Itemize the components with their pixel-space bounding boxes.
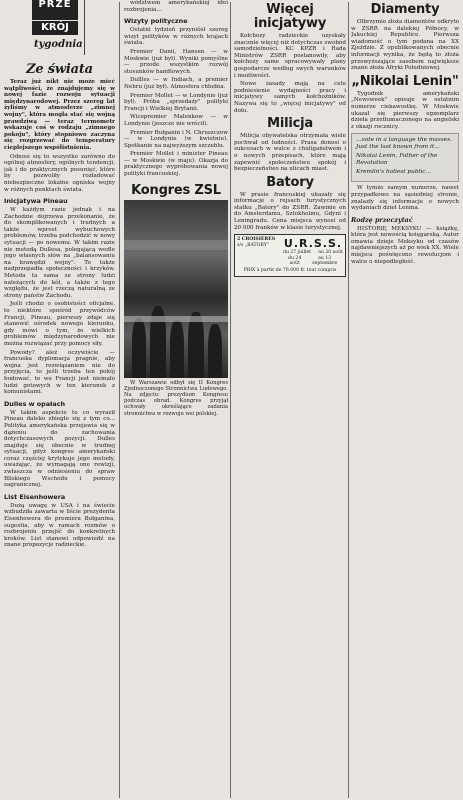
masthead-title-line1: PRZE [32,0,78,20]
subhead-pineau: Inicjatywa Pineau [4,197,68,206]
ad-date-start: du 27 juillet [283,250,312,256]
clipping-line: ...vote in a language the masses. Just the last known from it... [356,137,453,151]
clipping-line: Kremlin's holiest public... [356,169,432,176]
book-review-paragraph: HISTORIĘ MEKSYKU — książkę, która jest nowością księgarską. Autor omawia dzieje Meksyku od czasów najdawniejszych aż po wiek XX. Wiele miejsca poświęcono rewolucjom i walce o niepodległość. [351,225,459,265]
ad-price: PRIX à partir de 76.000 fr. tout compris [243,268,337,274]
newsweek-clipping [351,133,459,182]
visit-item: Dullles — w Indiach, a premier Nehru (już był). Atmosfera chłodna. [124,77,228,90]
ad-ship-name: s/s „BATORY" [237,242,269,248]
initiative-paragraph: Kołchozy radzieckie uzyskały znacznie więcej niż dotychczas swobód samodzielności. KC KPZR i Rada Ministrów ZSRR postanowiły, aby kołchozy same opracowywały plany gospodarcze według swych warunków i możliwości. [234,33,346,79]
diamonds-paragraph: Olbrzymie złoża diamentów odkryto w ZSRR na dalekiej Północy, w Jakuckiej Republice. Pierwsza wiadomość o tym podana na XX Zjeździe. Z opublikowanych obecnie informacji wynika, że będą to złoża przewyższające zasobem największe znane złoża Afryki Południowej. [351,19,459,72]
eisenhower-paragraph: Dużą uwagę w USA i na świecie wzbudziła zawarta w liście prezydenta Eisenhowera do premiera Bułganina, sugestia, aby w ramach rozmów o rozbrojeniu przejść do konkretnych kroków. List stanowi odpowiedź na znane propozycje radzieckie. [4,502,115,549]
masthead-title-line2: KRÓJ [32,21,78,35]
visit-item: Premier Mollet — w Londynie (już był). Próba „sprzedaży" polityki Francji i Wielkiej Brytanii. [124,92,228,112]
initiative-paragraph-2: Nowe zasady mają na celu podniesienie wydajności pracy i inicjatywy samych kołchoźników. Nazywa się to „więcej inicjatywy" od dołu. [234,81,346,114]
batory-paragraph: W prasie francuskiej ukazały się informacje o rejsach turystycznych statku „Batory" do ZSRR. Zawinie on do Amsterdamu, Sztokholmu, Gdyni i Leningradu. Cena miejsca wynosi od 20 000 franków w klasie turystycznej. [234,191,346,231]
visit-item: Premier Danii, Hansen — w Moskwie (już był). Wyniki pomyślne — przede wszystkim rozwój stosunków handlowych. [124,48,228,75]
section-title-diamonds: Diamenty [370,2,440,17]
masthead [4,0,115,60]
column-4 [351,0,459,800]
milicja-paragraph: Milicja obywatelska otrzymała wiele pochwał od ludności. Prasa donosi o sukcesach w walce z chuligaństwem i o nowych przepisach, które mają zapewnić społeczeństwu spokój i bezpieczeństwo na ulicach miast. [234,133,346,173]
lenin-paragraph-2: W tymże samym numerze, nawet przypadkowo na sąsiedniej stronie, znalazły się informacje o nowych wydaniach dzieł Lenina. [351,185,459,212]
section-title-milicja: Milicja [267,116,313,132]
pineau-paragraph: W każdym razie jednak i na Zachodzie dojrzewa przekonanie, że do skomplikowanych i trudnych a także wprost wybuchowych problemów, trzeba podchodzić w nowy sytuacji — po nowemu. W takim razie nie metodą Dullesa, polegającą wedle jego własnych słów na „balansowaniu na krawędzi wojny". To także nadprzepadła społeczności i krzyków. Metoda ta sama ze strony ludzi należących do kół, a także z tego względu, że jest rzeczą naturalną ze strony państw Zachodu. [4,207,115,299]
congress-photo [124,200,228,378]
visit-item: Wicepremier Malenkow — w Londynie (jeszcze nie wrócił). [124,114,228,127]
pineau-paragraph-3: Powody? ależ oczywiście — francuska dyplomacja pragnie, aby wojna jest rozwiązaniem nie do przyjęcia, to jeśli trzeba ten pokój budować, to we Francji jest niemało ludzi gotowych w ten kierunek z komunistami. [4,349,115,396]
masthead-decoration [84,0,115,55]
continuation-text: wództwem amerykańskiej idei rozbrojenia... [124,0,228,13]
section-title-initiative: Więcej inicjatywy [253,2,327,31]
world-intro: Teraz już nikt nie może mieć wątpliwości, że znajdujemy się w nowej fazie rozwoju sytuacji międzynarodowej. Przez szereg lat żyliśmy w atmosferze „zimnej wojny", która mogła stać się wojną prawdziwą — teraz termometr wskazuje coś w rodzaju „zimnego pokoju", który stopniowo zaczyna się rozgrzewać do temperatury cieplejszego współistnienia. [4,79,115,151]
section-title-batory: Batory [266,174,314,190]
photo-title: Kongres ZSL [131,182,221,198]
lenin-paragraph: Tygodnik amerykański „Newsweek" opisuje w ostatnim numerze ciekawostkę. W Moskwie ukazał się pierwszy egzemplarz dzieła przetłumaczonego na angielski z okazji rocznicy. [351,90,459,130]
column-3 [234,0,346,800]
world-paragraph: Odnosi się to wszystko zarówno do ogólnej atmosfery, ogólnych tendencji, jak i do praktycznych posunięć, które by pozwoliły rozładować niebezpieczne lokalne ogniska wojny w różnych punktach świata. [4,153,115,193]
subhead-eisenhower: List Eisenhowera [4,492,66,501]
cruise-advertisement [234,234,346,277]
ad-date-end: au 13 septembre [312,255,338,267]
masthead-subtitle: tygodnia [34,39,83,50]
subhead-visits: Wizyty polityczne [124,17,188,26]
column-1 [4,0,115,800]
photo-caption: W Warszawie odbył się II Kongres Zjednoczonego Stronnictwa Ludowego. Na zdjęciu: prezydium Kongresu podczas obrad. Kongres przyjął uchwały określające zadania stronnictwa w rozwoju wsi polskiej. [124,379,228,417]
subhead-dulles: Dulles w opałach [4,399,66,408]
visit-item: Premier Mollet i minister Pineau — w Moskwie (w maju). Okazja do praktycznego wypróbowania nowej polityki francuskiej. [124,151,228,178]
ad-date-start: du 24 août [288,255,302,267]
dulles-paragraph: W takim aspekcie to co wyraził Pineau daleko zbiegło się z tym co... Polityka amerykańska przejawia się w dążeniu do zachowania dotychczasowych pozycji. Dulles znajduje się obecnie w trudnej sytuacji, gdyż kongres amerykański coraz częściej krytykuje jego metody, uważając, że wymagają one rewizji, zwłaszcza w odniesieniu do spraw Bliskiego Wschodu i pomocy zagranicznej. [4,409,115,489]
subhead-worth-reading: Rodzę przeczytać [351,215,413,224]
ad-date-end: au 20 août [318,250,343,256]
section-title-world: Ze świata [26,62,93,77]
pineau-paragraph-2: Jeśli chodzi o osobistości oficjalne, to niektóre spośród przywódców Francji, Pineau, pierwszy zdaje się stanowić ośrodek nowego kierunku, gdy mówi o tym, że wielkich problemów międzynarodowych nie można rozwiązać przy pomocy siły. [4,301,115,347]
column-divider [230,2,231,798]
column-divider [119,2,120,798]
visit-item: Premier Bułganin i N. Chruszczow — w Londynie (w kwietniu). Spotkanie na najwyższym szczeblu. [124,129,228,149]
ad-brand: U.R.S.S. [283,237,343,251]
clipping-line: Nikolai Lenin, Father of the Revolution [356,153,438,167]
ad-cruises-label: 2 CROISIÈRES [237,237,276,243]
column-2 [124,0,228,800]
visits-intro: Ostatni tydzień przyniósł szereg wizyt polityków w różnych krajach świata. [124,27,228,47]
column-divider [348,2,349,798]
section-title-lenin: „Nikolai Lenin" [351,73,459,89]
